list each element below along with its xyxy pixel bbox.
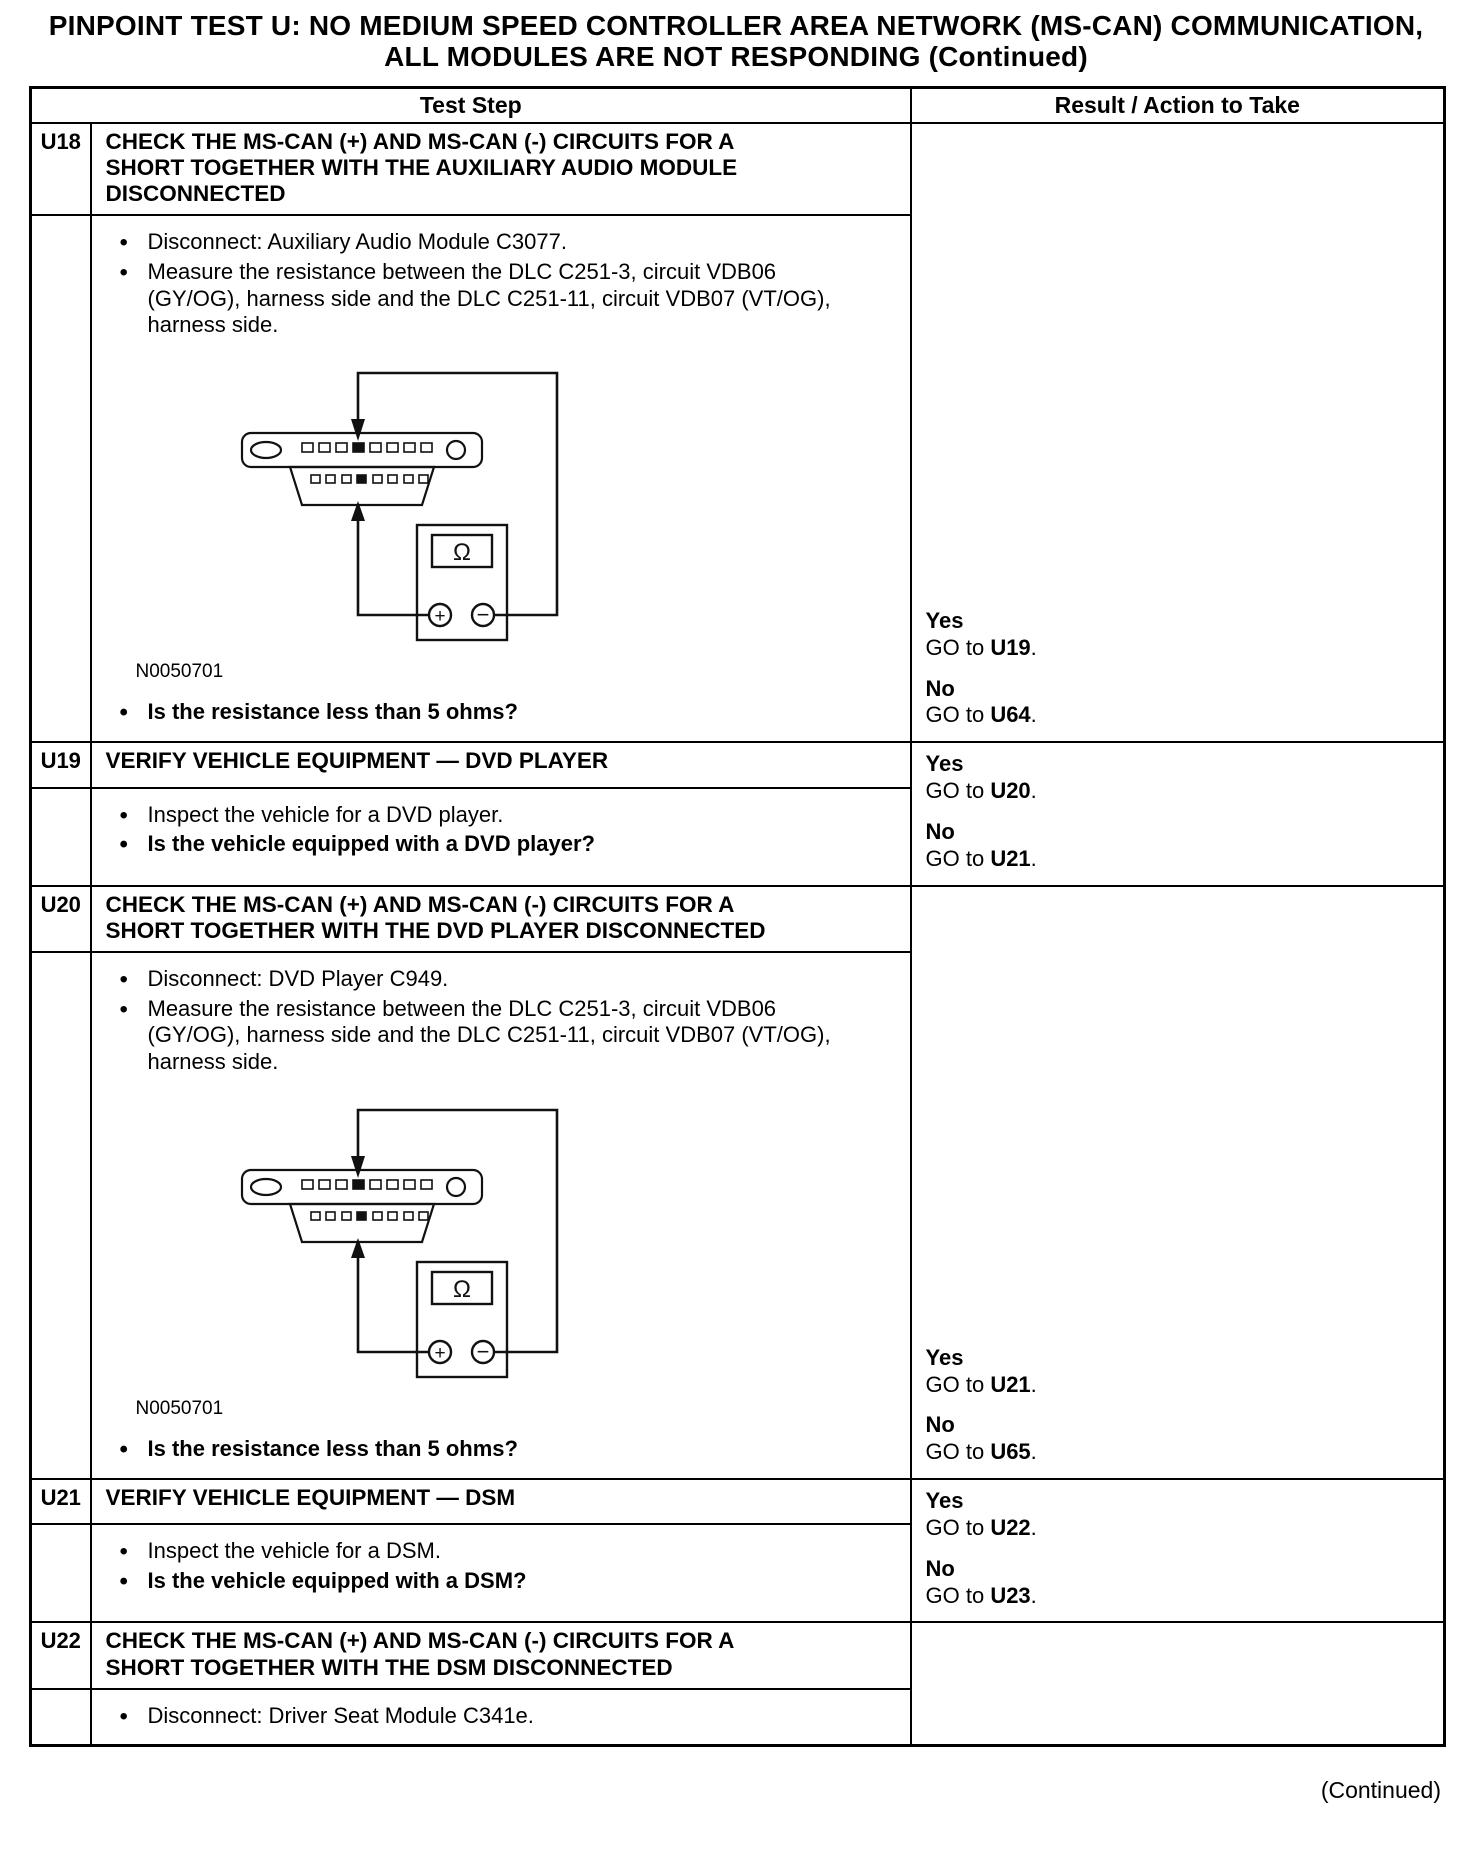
figure-label: N0050701 xyxy=(135,1398,224,1420)
result-no xyxy=(926,819,1430,873)
column-header-test-step: Test Step xyxy=(31,87,911,123)
test-title xyxy=(91,886,911,952)
bullet-list xyxy=(104,802,900,859)
go-to-text: GO to xyxy=(925,1582,991,1608)
go-to-text: GO to xyxy=(925,1514,991,1540)
result-cell xyxy=(911,1479,1445,1622)
bullet-item: • Inspect the vehicle for a DSM. xyxy=(104,1538,894,1565)
column-header-result: Result / Action to Take xyxy=(911,87,1445,123)
test-id: U20 xyxy=(31,886,91,952)
result-cell xyxy=(911,1622,1445,1746)
bullet-list xyxy=(104,1538,900,1595)
result-no xyxy=(926,676,1430,730)
dlc-ohmmeter-figure xyxy=(232,363,900,658)
test-title-text: VERIFY VEHICLE EQUIPMENT — DVD PLAYER xyxy=(105,748,609,774)
wire-top xyxy=(358,373,557,615)
result-yes xyxy=(926,751,1430,805)
result-no-label: No xyxy=(925,675,955,701)
page-title-line2: ALL MODULES ARE NOT RESPONDING (Continued) xyxy=(384,41,1088,73)
go-to-text: GO to xyxy=(925,634,991,660)
test-id-spacer xyxy=(31,1689,91,1746)
period: . xyxy=(1030,1439,1037,1465)
result-yes-action xyxy=(926,635,1430,662)
test-u21-title-row xyxy=(31,1479,1445,1524)
page-title xyxy=(29,10,1443,73)
page-title-line1: PINPOINT TEST U: NO MEDIUM SPEED CONTROLLER AREA NETWORK (MS-CAN) COMMUNICATION, xyxy=(48,10,1424,41)
question-list xyxy=(104,1436,900,1463)
bullet-item: • Disconnect: Driver Seat Module C341e. xyxy=(104,1703,894,1730)
go-to-target: U64 xyxy=(990,702,1031,728)
probe-arrow-down-icon xyxy=(351,1156,365,1178)
wire-bottom xyxy=(358,1256,429,1352)
go-to-text: GO to xyxy=(925,702,991,728)
connector-pins-bottom xyxy=(311,475,428,483)
test-id: U22 xyxy=(31,1622,91,1688)
mount-slot xyxy=(251,442,281,458)
dlc-ohmmeter-diagram xyxy=(232,1100,572,1395)
go-to-text: GO to xyxy=(925,1439,991,1465)
probe-arrow-down-icon xyxy=(351,419,365,441)
figure-label: N0050701 xyxy=(135,661,224,683)
period: . xyxy=(1030,845,1037,871)
question-list xyxy=(104,699,900,726)
test-id: U21 xyxy=(31,1479,91,1524)
result-yes-action xyxy=(926,1515,1430,1542)
wire-bottom xyxy=(358,519,429,615)
mount-slot xyxy=(251,1179,281,1195)
bullet-item: • Disconnect: DVD Player C949. xyxy=(104,966,894,993)
go-to-target: U22 xyxy=(990,1514,1031,1540)
go-to-target: U21 xyxy=(990,845,1031,871)
test-id: U18 xyxy=(31,123,91,215)
result-no-action xyxy=(926,846,1430,873)
bullet-item: • Disconnect: Auxiliary Audio Module C3077. xyxy=(104,229,894,256)
result-no-label: No xyxy=(925,818,955,844)
period: . xyxy=(1030,634,1037,660)
go-to-target: U65 xyxy=(990,1439,1031,1465)
test-title xyxy=(91,123,911,215)
dlc-ohmmeter-figure xyxy=(232,1100,900,1395)
period: . xyxy=(1030,1371,1037,1397)
test-step-cell xyxy=(91,788,911,886)
go-to-target: U19 xyxy=(990,634,1031,660)
test-title-text: CHECK THE MS-CAN (+) AND MS-CAN (-) CIRCUITS FOR A SHORT TOGETHER WITH THE DVD PLAYER DISCONNECTED xyxy=(105,891,766,943)
result-no-action xyxy=(926,702,1430,729)
test-title xyxy=(91,742,911,787)
wire-top xyxy=(358,1110,557,1352)
dlc-ohmmeter-diagram xyxy=(232,363,572,658)
connector-pins-bottom xyxy=(311,1212,428,1220)
test-id-spacer xyxy=(31,215,91,742)
bullet-list xyxy=(104,966,900,1076)
test-title xyxy=(91,1622,911,1688)
result-yes-label: Yes xyxy=(925,1344,964,1370)
question-bullet: • Is the vehicle equipped with a DVD player? xyxy=(104,831,894,858)
omega-symbol: Ω xyxy=(452,539,471,567)
result-no xyxy=(926,1412,1430,1466)
continued-footer: (Continued) xyxy=(1320,1777,1441,1804)
bullet-list xyxy=(104,229,900,339)
result-yes-label: Yes xyxy=(925,1488,964,1514)
period: . xyxy=(1030,1514,1037,1540)
go-to-target: U20 xyxy=(990,778,1031,804)
test-step-cell xyxy=(91,215,911,742)
result-cell xyxy=(911,123,1445,743)
table-header-row xyxy=(31,87,1445,123)
result-yes-label: Yes xyxy=(925,751,964,777)
test-id-spacer xyxy=(31,1524,91,1622)
mount-hole xyxy=(447,1178,465,1196)
bullet-item: • Inspect the vehicle for a DVD player. xyxy=(104,802,894,829)
result-yes xyxy=(926,1488,1430,1542)
bullet-item: • Measure the resistance between the DLC C251-3, circuit VDB06 (GY/OG), harness side and the DLC C251-11, circuit VDB07 (VT/OG), harness side. xyxy=(104,996,841,1076)
test-id-spacer xyxy=(31,788,91,886)
question-bullet: • Is the resistance less than 5 ohms? xyxy=(104,699,894,726)
go-to-text: GO to xyxy=(925,1371,991,1397)
result-yes-label: Yes xyxy=(925,608,964,633)
test-id-spacer xyxy=(31,952,91,1479)
result-no-action xyxy=(926,1439,1430,1466)
result-no-action xyxy=(926,1583,1430,1610)
go-to-target: U23 xyxy=(990,1582,1031,1608)
result-no-label: No xyxy=(925,1412,955,1438)
minus-sign: − xyxy=(476,1339,489,1365)
test-u20-title-row xyxy=(31,886,1445,952)
question-bullet: • Is the resistance less than 5 ohms? xyxy=(104,1436,894,1463)
period: . xyxy=(1030,778,1037,804)
test-step-cell xyxy=(91,952,911,1479)
result-yes-action xyxy=(926,1372,1430,1399)
test-title-text: CHECK THE MS-CAN (+) AND MS-CAN (-) CIRCUITS FOR A SHORT TOGETHER WITH THE AUXILIARY AUDIO MODULE DISCONNECTED xyxy=(105,128,738,206)
minus-sign: − xyxy=(476,602,489,628)
test-step-cell xyxy=(91,1524,911,1622)
result-yes-action xyxy=(926,778,1430,805)
plus-sign: + xyxy=(433,606,446,628)
test-id: U19 xyxy=(31,742,91,787)
pinpoint-test-table xyxy=(29,86,1446,1748)
plus-sign: + xyxy=(433,1343,446,1365)
test-u22-title-row xyxy=(31,1622,1445,1688)
test-step-cell xyxy=(91,1689,911,1746)
period: . xyxy=(1030,702,1037,728)
result-cell xyxy=(911,742,1445,885)
result-no xyxy=(926,1556,1430,1610)
test-title-text: CHECK THE MS-CAN (+) AND MS-CAN (-) CIRCUITS FOR A SHORT TOGETHER WITH THE DSM DISCONNECTED xyxy=(105,1628,734,1680)
go-to-text: GO to xyxy=(925,778,991,804)
result-cell xyxy=(911,886,1445,1480)
omega-symbol: Ω xyxy=(452,1276,471,1304)
result-no-label: No xyxy=(925,1555,955,1581)
result-yes xyxy=(926,608,1430,662)
test-title-text: VERIFY VEHICLE EQUIPMENT — DSM xyxy=(105,1485,516,1511)
test-u18-title-row xyxy=(31,123,1445,215)
test-title xyxy=(91,1479,911,1524)
period: . xyxy=(1030,1582,1037,1608)
test-u19-title-row xyxy=(31,742,1445,787)
result-yes xyxy=(926,1345,1430,1399)
document-page xyxy=(29,0,1443,1804)
go-to-text: GO to xyxy=(925,845,991,871)
bullet-list xyxy=(104,1703,900,1730)
go-to-target: U21 xyxy=(990,1371,1031,1397)
connector-pins-top xyxy=(302,443,432,452)
mount-hole xyxy=(447,441,465,459)
bullet-item: • Measure the resistance between the DLC C251-3, circuit VDB06 (GY/OG), harness side and the DLC C251-11, circuit VDB07 (VT/OG), harness side. xyxy=(104,259,841,339)
connector-pins-top xyxy=(302,1180,432,1189)
question-bullet: • Is the vehicle equipped with a DSM? xyxy=(104,1568,894,1595)
